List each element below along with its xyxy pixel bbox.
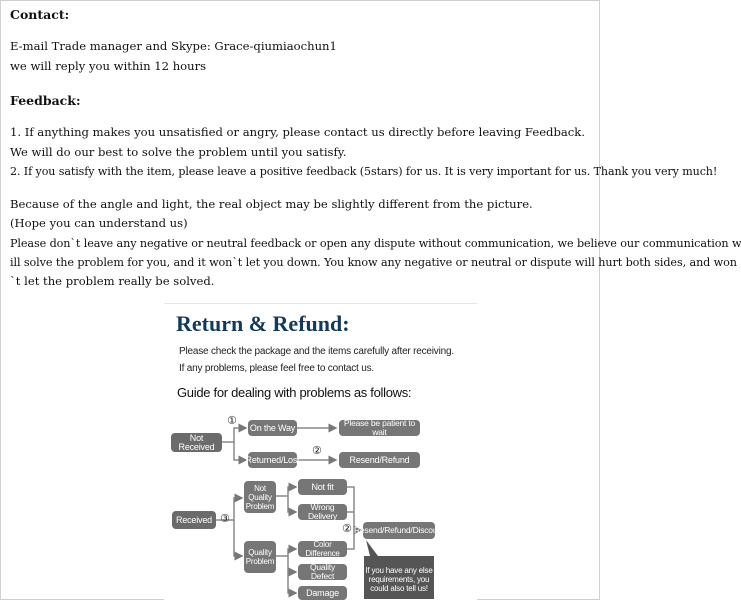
box-quality-defect: Quality Defect	[298, 564, 347, 580]
arrow-to-on-the-way	[222, 428, 246, 442]
box-resend-refund: Resend/Refund	[339, 452, 420, 468]
box-damage: Damage	[298, 586, 347, 600]
feedback-heading: Feedback:	[10, 93, 81, 108]
feedback-line-2: We will do our best to solve the problem until you satisfy.	[10, 145, 347, 159]
feedback-line-3: 2. If you satisfy with the item, please leave a positive feedback (5stars) for us. It is very important for us. Thank you very much!	[10, 165, 718, 178]
notes-line-2: (Hope you can understand us)	[10, 216, 188, 230]
box-wrong-delivery: Wrong Delivery	[298, 504, 347, 520]
card-instruction-1: Please check the package and the items carefully after receiving.	[179, 346, 454, 357]
notes-line-5: `t let the problem really be solved.	[10, 274, 215, 288]
box-on-the-way: On the Way	[248, 420, 297, 436]
card-title: Return & Refund:	[176, 311, 350, 336]
marker-one: ①	[227, 414, 237, 427]
return-refund-card	[164, 303, 477, 601]
box-not-received: Not Received	[171, 433, 222, 452]
arrow-to-wrong-delivery	[288, 496, 296, 512]
callout-text: If you have any else requirements, you could also tell us!	[365, 565, 433, 593]
box-quality-problem: Quality Problem	[244, 541, 276, 573]
arrow-to-quality-defect	[288, 556, 296, 572]
feedback-line-1: 1. If anything makes you unsatisfied or angry, please contact us directly before leaving Feedback.	[10, 125, 586, 139]
notes-line-3: Please don`t leave any negative or neutral feedback or open any dispute without communication, we believe our communication w	[10, 237, 741, 250]
box-returned-lost: Returned/Lost	[248, 452, 297, 468]
contact-reply-line: we will reply you within 12 hours	[10, 59, 207, 73]
arrow-to-quality	[234, 520, 242, 556]
marker-two: ②	[312, 444, 322, 457]
card-guide: Guide for dealing with problems as follows:	[177, 385, 412, 400]
box-received: Received	[172, 511, 216, 529]
marker-three: ③	[220, 512, 230, 525]
contact-heading: Contact:	[10, 7, 70, 22]
box-color-difference: Color Difference	[298, 541, 347, 557]
arrow-to-damage	[288, 572, 296, 593]
box-not-fit: Not fit	[298, 479, 347, 495]
box-resend-refund-discount: Resend/Refund/Discount	[363, 522, 435, 539]
arrow-to-returned-lost	[234, 442, 246, 460]
notes-line-4: ill solve the problem for you, and it won`t let you down. You know any negative or neutral or dispute will hurt both sides, and won	[10, 256, 737, 269]
box-be-patient: Please be patient to wait	[339, 420, 420, 436]
arrow-to-not-fit	[276, 487, 296, 496]
contact-email-line: E-mail Trade manager and Skype: Grace-qiumiaochun1	[10, 39, 337, 53]
card-instruction-2: If any problems, please feel free to contact us.	[179, 363, 374, 374]
arrow-to-color-diff	[276, 549, 296, 556]
box-not-quality-problem: Not Quality Problem	[244, 481, 276, 513]
marker-two-b: ②	[342, 522, 352, 535]
notes-line-1: Because of the angle and light, the real object may be slightly different from the picture.	[10, 197, 533, 211]
